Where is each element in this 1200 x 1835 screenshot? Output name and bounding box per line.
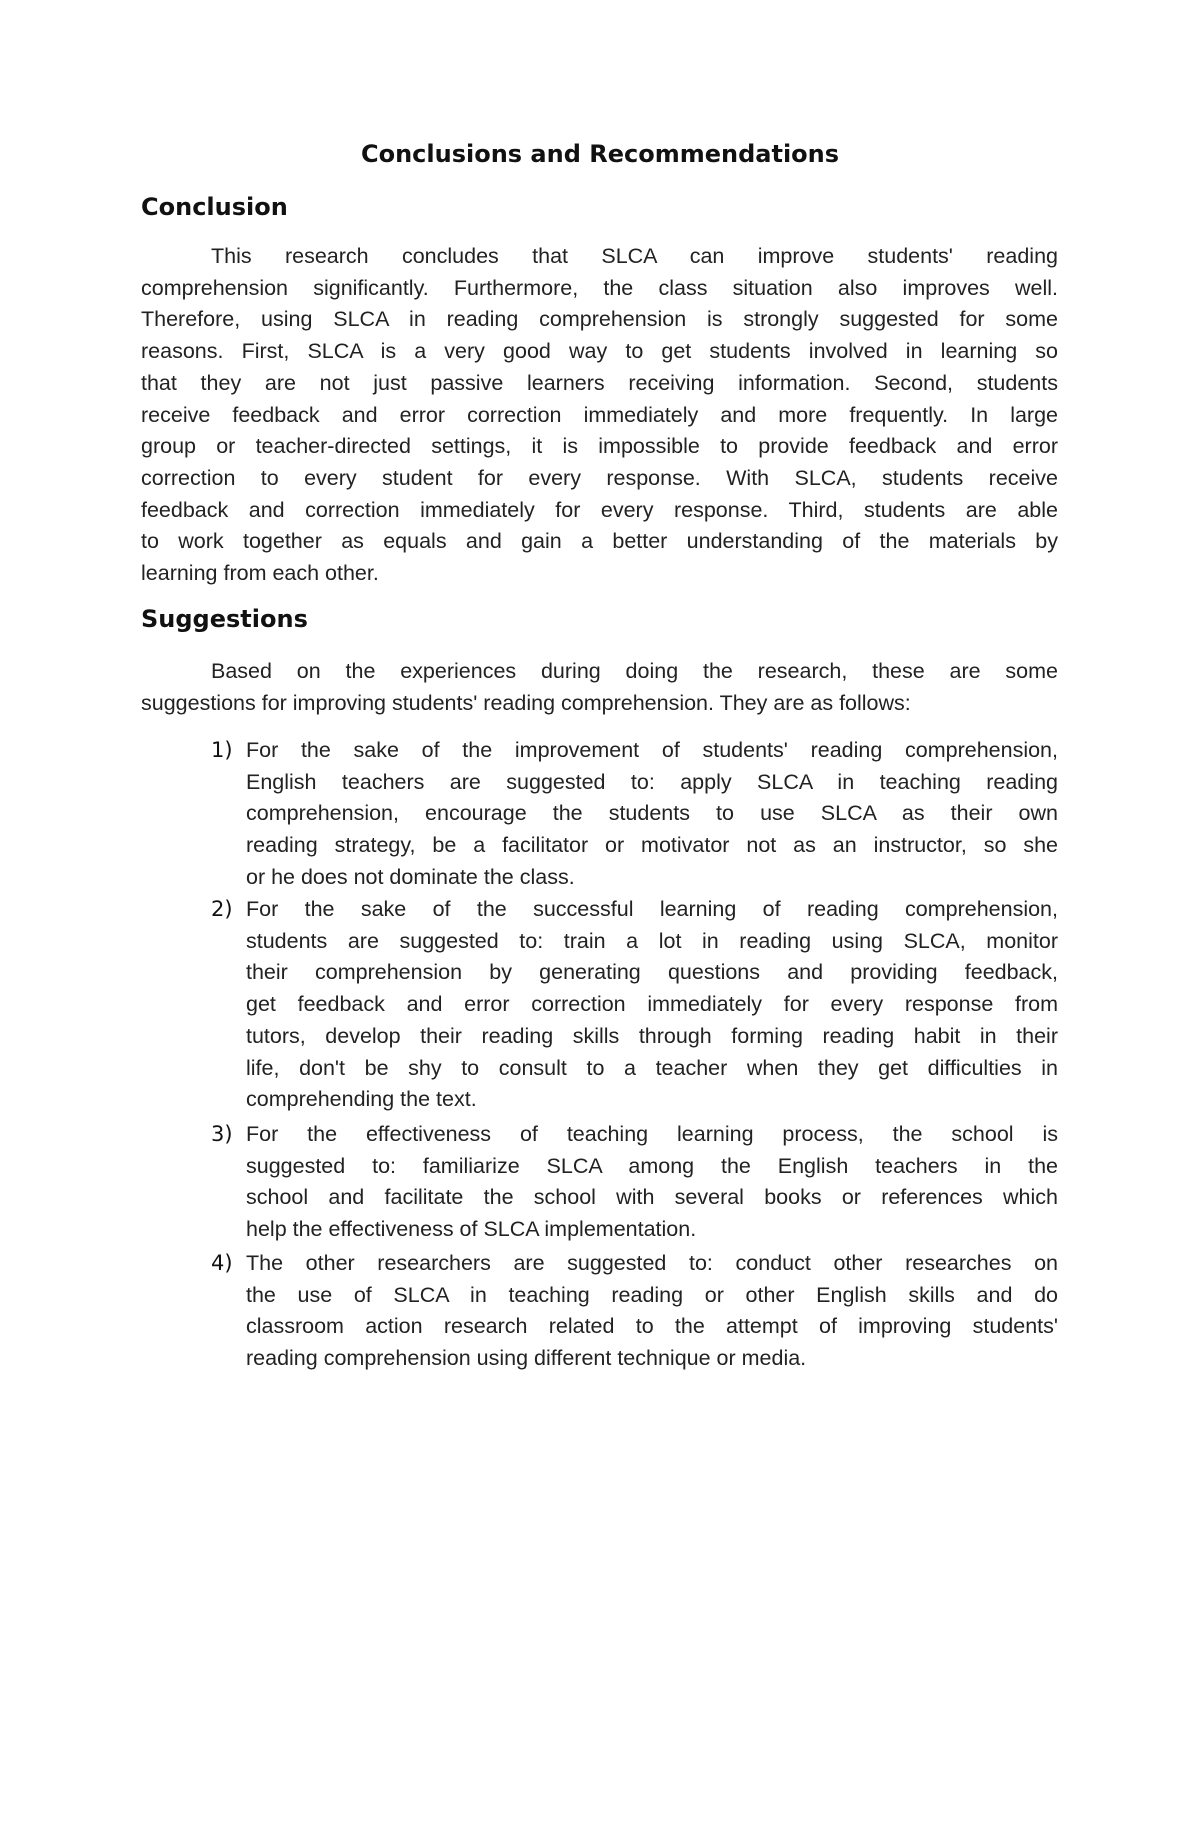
text-line: suggested to: familiarize SLCA among the English teachers in the xyxy=(246,1153,1058,1178)
suggestion-text xyxy=(246,894,1058,1116)
text-line: The other researchers are suggested to: conduct other researches on xyxy=(246,1251,1058,1275)
text-line: students are suggested to: train a lot in reading using SLCA, monitor xyxy=(246,928,1058,953)
text-line: This research concludes that SLCA can improve students' reading xyxy=(211,244,1058,268)
list-number: 2) xyxy=(211,897,233,921)
suggestions-intro xyxy=(141,656,1058,719)
text-line: For the sake of the improvement of students' reading comprehension, xyxy=(246,738,1058,762)
text-line: For the sake of the successful learning of reading comprehension, xyxy=(246,897,1058,921)
text-line: help the effectiveness of SLCA implementation. xyxy=(246,1217,697,1242)
text-line: or he does not dominate the class. xyxy=(246,864,575,889)
text-line: get feedback and error correction immediately for every response from xyxy=(246,992,1058,1017)
conclusion-paragraph xyxy=(141,241,1058,590)
suggestions-heading: Suggestions xyxy=(141,605,308,633)
suggestion-text xyxy=(246,1119,1058,1246)
text-line: learning from each other. xyxy=(141,561,379,586)
text-line: Based on the experiences during doing the research, these are some xyxy=(211,659,1058,683)
list-number: 1) xyxy=(211,738,233,762)
suggestion-item-2 xyxy=(211,894,1058,1116)
text-line: school and facilitate the school with several books or references which xyxy=(246,1185,1058,1210)
text-line: classroom action research related to the attempt of improving students' xyxy=(246,1314,1058,1339)
text-line: reasons. First, SLCA is a very good way to get students involved in learning so xyxy=(141,339,1058,364)
text-line: to work together as equals and gain a better understanding of the materials by xyxy=(141,529,1058,554)
text-line: reading comprehension using different technique or media. xyxy=(246,1346,807,1371)
text-line: reading strategy, be a facilitator or motivator not as an instructor, so she xyxy=(246,833,1058,858)
text-line: comprehension significantly. Furthermore, the class situation also improves well. xyxy=(141,275,1058,300)
suggestion-text xyxy=(246,1248,1058,1375)
text-line: correction to every student for every response. With SLCA, students receive xyxy=(141,465,1058,490)
text-line: suggestions for improving students' reading comprehension. They are as follows: xyxy=(141,690,911,715)
page-title: Conclusions and Recommendations xyxy=(360,140,840,168)
text-line: feedback and correction immediately for every response. Third, students are able xyxy=(141,497,1058,522)
text-line: English teachers are suggested to: apply SLCA in teaching reading xyxy=(246,769,1058,794)
text-line: comprehension, encourage the students to use SLCA as their own xyxy=(246,801,1058,826)
suggestion-item-4 xyxy=(211,1248,1058,1375)
text-line: the use of SLCA in teaching reading or other English skills and do xyxy=(246,1282,1058,1307)
text-line: For the effectiveness of teaching learning process, the school is xyxy=(246,1122,1058,1146)
list-number: 3) xyxy=(211,1122,233,1146)
text-line: tutors, develop their reading skills through forming reading habit in their xyxy=(246,1023,1058,1048)
text-line: group or teacher-directed settings, it is impossible to provide feedback and error xyxy=(141,434,1058,459)
text-line: that they are not just passive learners receiving information. Second, students xyxy=(141,370,1058,395)
suggestion-item-3 xyxy=(211,1119,1058,1246)
conclusion-heading: Conclusion xyxy=(141,193,288,221)
text-line: their comprehension by generating questions and providing feedback, xyxy=(246,960,1058,985)
suggestion-text xyxy=(246,735,1058,894)
text-line: life, don't be shy to consult to a teacher when they get difficulties in xyxy=(246,1055,1058,1080)
list-number: 4) xyxy=(211,1251,233,1275)
text-line: receive feedback and error correction immediately and more frequently. In large xyxy=(141,402,1058,427)
text-line: comprehending the text. xyxy=(246,1087,477,1112)
text-line: Therefore, using SLCA in reading comprehension is strongly suggested for some xyxy=(141,307,1058,332)
suggestion-item-1 xyxy=(211,735,1058,894)
